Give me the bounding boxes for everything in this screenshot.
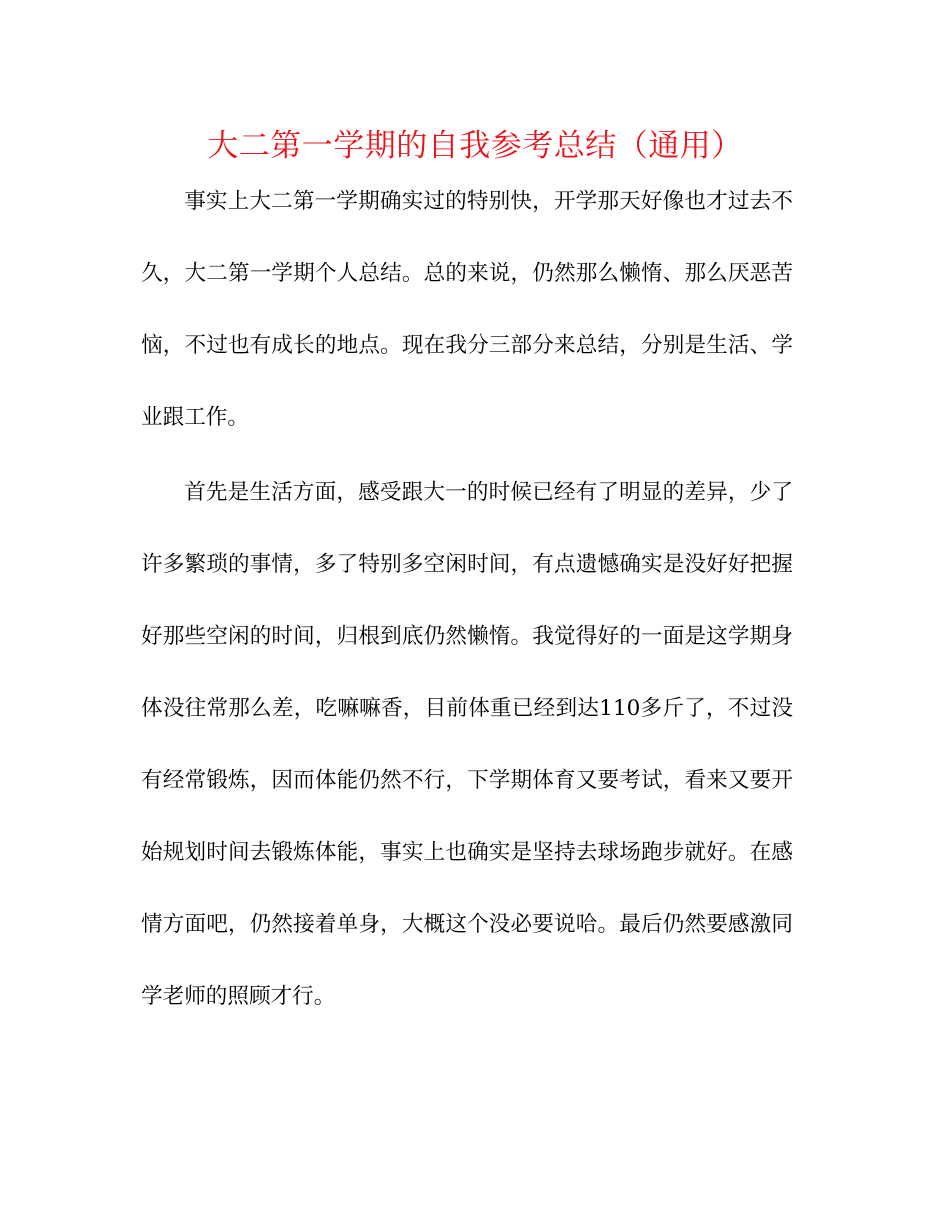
- paragraph-2: 首先是生活方面，感受跟大一的时候已经有了明显的差异，少了许多繁琐的事情，多了特别多空闲时间，有点遗憾确实是没好好把握好那些空闲的时间，归根到底仍然懒惰。我觉得好的一面是这学期身体没往常那么差，吃嘛嘛香，目前体重已经到达110多斤了，不过没有经常锻炼，因而体能仍然不行，下学期体育又要考试，看来又要开始规划时间去锻炼体能，事实上也确实是坚持去球场跑步就好。在感情方面吧，仍然接着单身，大概这个没必要说哈。最后仍然要感激同学老师的照顾才行。: [141, 480, 793, 1009]
- document-body: [141, 166, 793, 1033]
- paragraph-1: 事实上大二第一学期确实过的特别快，开学那天好像也才过去不久，大二第一学期个人总结。总的来说，仍然那么懒惰、那么厌恶苦恼，不过也有成长的地点。现在我分三部分来总结，分别是生活、学业跟工作。: [141, 189, 793, 430]
- document-title: 大二第一学期的自我参考总结（通用）: [207, 128, 743, 164]
